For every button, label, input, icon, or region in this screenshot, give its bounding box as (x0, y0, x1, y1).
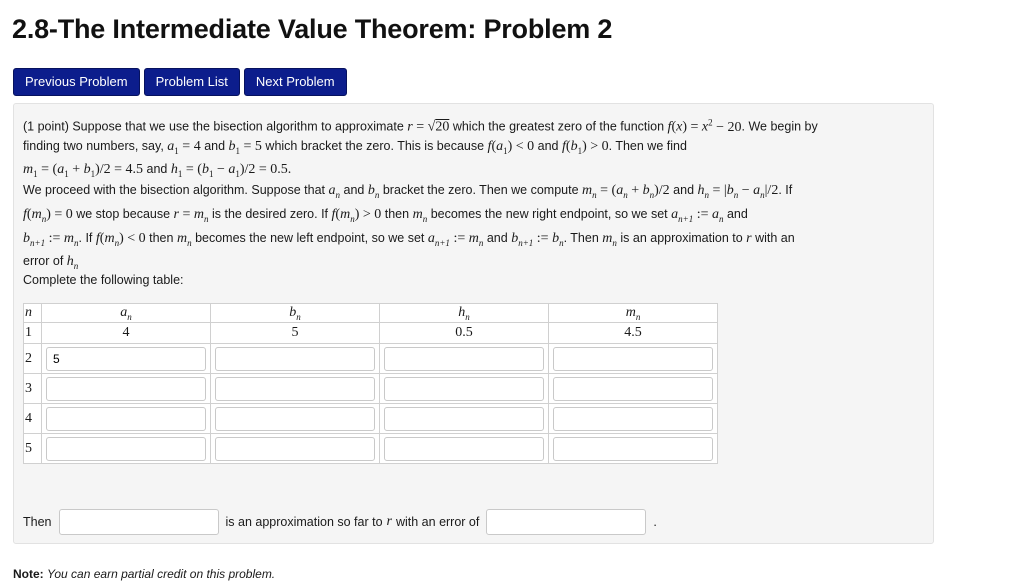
points-label: (1 point) (23, 119, 69, 134)
m5-input[interactable] (553, 437, 713, 461)
then-middle-text: is an approximation so far to (225, 515, 383, 529)
next-problem-button[interactable]: Next Problem (244, 68, 347, 96)
table-row (24, 323, 718, 344)
a3-input[interactable] (46, 377, 206, 401)
row-index: 5 (24, 434, 42, 464)
error-input[interactable] (486, 509, 646, 535)
header-h-n: $h_n$ (380, 304, 549, 323)
math-r-eq-sqrt20: r (407, 119, 413, 135)
note-text: You can earn partial credit on this problem. (47, 567, 276, 581)
then-error-text: with an error of (395, 515, 480, 529)
bisection-description: We proceed with the bisection algorithm. Suppose that $a_n$ and $b_n$ bracket the zero. Then we compute $m_n = (a_n + b_n)/2$ and $h_n = |b_n - a_n|/2$. If $f(m_n) = 0$ we stop because $r = m_n$ is the desired zero. If $f(m_n) > 0$ then $m_n$ becomes the new right endpoint, so we set $a_{n+1}$ := $a_n$ and $b_{n+1}$ := $m_n$. If $f(m_n) < 0$ then $m_n$ becomes the new left endpoint, so we set $a_{n+1}$ := $m_n$ and $b_{n+1}$ := $b_n$. Then $m_n$ is an approximation to r with an error of $h_n$ (23, 183, 795, 272)
b2-input[interactable] (215, 347, 375, 371)
b4-input[interactable] (215, 407, 375, 431)
math-function: f (667, 119, 672, 135)
header-a-n: $a_n$ (42, 304, 211, 323)
math-r: r (386, 514, 392, 529)
bisection-table (23, 303, 718, 464)
a4-input[interactable] (46, 407, 206, 431)
note-label: Note: (13, 567, 44, 581)
b5-input[interactable] (215, 437, 375, 461)
h2-input[interactable] (384, 347, 544, 371)
then-label: Then (23, 515, 52, 529)
approximation-input[interactable] (59, 509, 219, 535)
table-row (24, 374, 718, 404)
row-index: 2 (24, 344, 42, 374)
m4-input[interactable] (553, 407, 713, 431)
previous-problem-button[interactable]: Previous Problem (13, 68, 140, 96)
period: . (653, 515, 657, 529)
table-row (24, 404, 718, 434)
m3-input[interactable] (553, 377, 713, 401)
h5-input[interactable] (384, 437, 544, 461)
cell-h: 0.5 (380, 323, 549, 344)
page-title: 2.8-The Intermediate Value Theorem: Problem 2 (12, 14, 613, 44)
problem-nav (13, 68, 351, 96)
table-row (24, 434, 718, 464)
header-b-n: $b_n$ (211, 304, 380, 323)
h4-input[interactable] (384, 407, 544, 431)
m2-input[interactable] (553, 347, 713, 371)
problem-statement: (1 point) Suppose that we use the bisection algorithm to approximate r = √20 which the greatest zero of the function $f(x) = x^2 - 20$. We begin by finding two numbers, say, $a_1 = 4$ and $b_1 = 5$ which bracket the zero. This is because $f(a_1) < 0$ and $f(b_1) > 0$. Then we find $m_1 = (a_1 + b_1)/2 = 4.5$ and $h_1 = (b_1 - a_1)/2 = 0.5$. (23, 117, 818, 180)
row-index: 1 (24, 323, 42, 344)
final-answer-row (23, 509, 657, 535)
b3-input[interactable] (215, 377, 375, 401)
problem-list-button[interactable]: Problem List (144, 68, 240, 96)
table-header-row (24, 304, 718, 323)
problem-body (13, 103, 934, 544)
cell-a: 4 (42, 323, 211, 344)
table-row (24, 344, 718, 374)
partial-credit-note (13, 567, 275, 581)
h3-input[interactable] (384, 377, 544, 401)
a2-input[interactable] (46, 347, 206, 371)
row-index: 4 (24, 404, 42, 434)
header-m-n: $m_n$ (549, 304, 718, 323)
a5-input[interactable] (46, 437, 206, 461)
table-instruction: Complete the following table: (23, 273, 184, 287)
row-index: 3 (24, 374, 42, 404)
cell-b: 5 (211, 323, 380, 344)
cell-m: 4.5 (549, 323, 718, 344)
header-n: n (24, 304, 42, 323)
